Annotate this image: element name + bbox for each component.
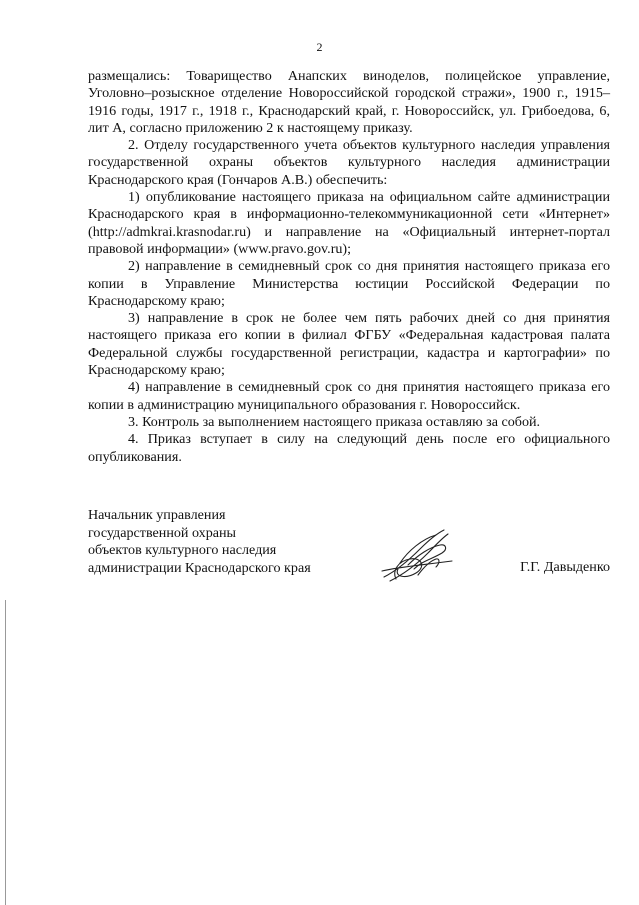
paragraph-subitem-1: 1) опубликование настоящего приказа на официальном сайте администрации Краснодарского края в информационно-телекоммуникационной сети «Интернет» (http://admkrai.krasnodar.ru) и направление на «Официальный интернет-портал правовой информации» (www.pravo.gov.ru);	[88, 189, 610, 257]
signatory-title-line: администрации Краснодарского края	[88, 559, 311, 576]
paragraph-item-3: 3. Контроль за выполнением настоящего приказа оставляю за собой.	[128, 413, 541, 430]
signature-block	[88, 507, 610, 587]
signatory-name: Г.Г. Давыденко	[520, 559, 610, 575]
signatory-title-line: объектов культурного наследия	[88, 542, 277, 558]
paragraph-continuation: размещались: Товарищество Анапских виноделов, полицейское управление, Уголовно–розыскное отделение Новороссийской городской стражи», 1900 г., 1915–1916 годы, 1917 г., 1918 г., Краснодарский край, г. Новороссийск, ул. Грибоедова, 6, лит А, согласно приложению 2 к настоящему приказу.	[88, 68, 610, 136]
paragraph-item-4: 4. Приказ вступает в силу на следующий день после его официального опубликования.	[88, 431, 610, 465]
page-number: 2	[316, 40, 323, 54]
document-body	[88, 68, 610, 466]
signatory-title-line: Начальник управления	[88, 507, 226, 523]
signatory-title-line: государственной охраны	[88, 524, 237, 541]
paragraph-subitem-3: 3) направление в срок не более чем пять рабочих дней со дня принятия настоящего приказа его копии в филиал ФГБУ «Федеральная кадастровая палата Федеральной службы государственной регистрации, кадастра и картографии» по Краснодарскому краю;	[88, 310, 610, 379]
paragraph-subitem-2: 2) направление в семидневный срок со дня принятия настоящего приказа его копии в Управление Министерства юстиции Российской Федерации по Краснодарскому краю;	[88, 258, 610, 309]
handwritten-signature	[378, 525, 458, 587]
paragraph-item-2: 2. Отделу государственного учета объектов культурного наследия управления государственной охраны объектов культурного наследия администрации Краснодарского края (Гончаров А.В.) обеспечить:	[88, 137, 610, 188]
scan-edge-line	[5, 600, 6, 905]
paragraph-subitem-4: 4) направление в семидневный срок со дня принятия настоящего приказа его копии в администрацию муниципального образования г. Новороссийск.	[88, 379, 610, 413]
